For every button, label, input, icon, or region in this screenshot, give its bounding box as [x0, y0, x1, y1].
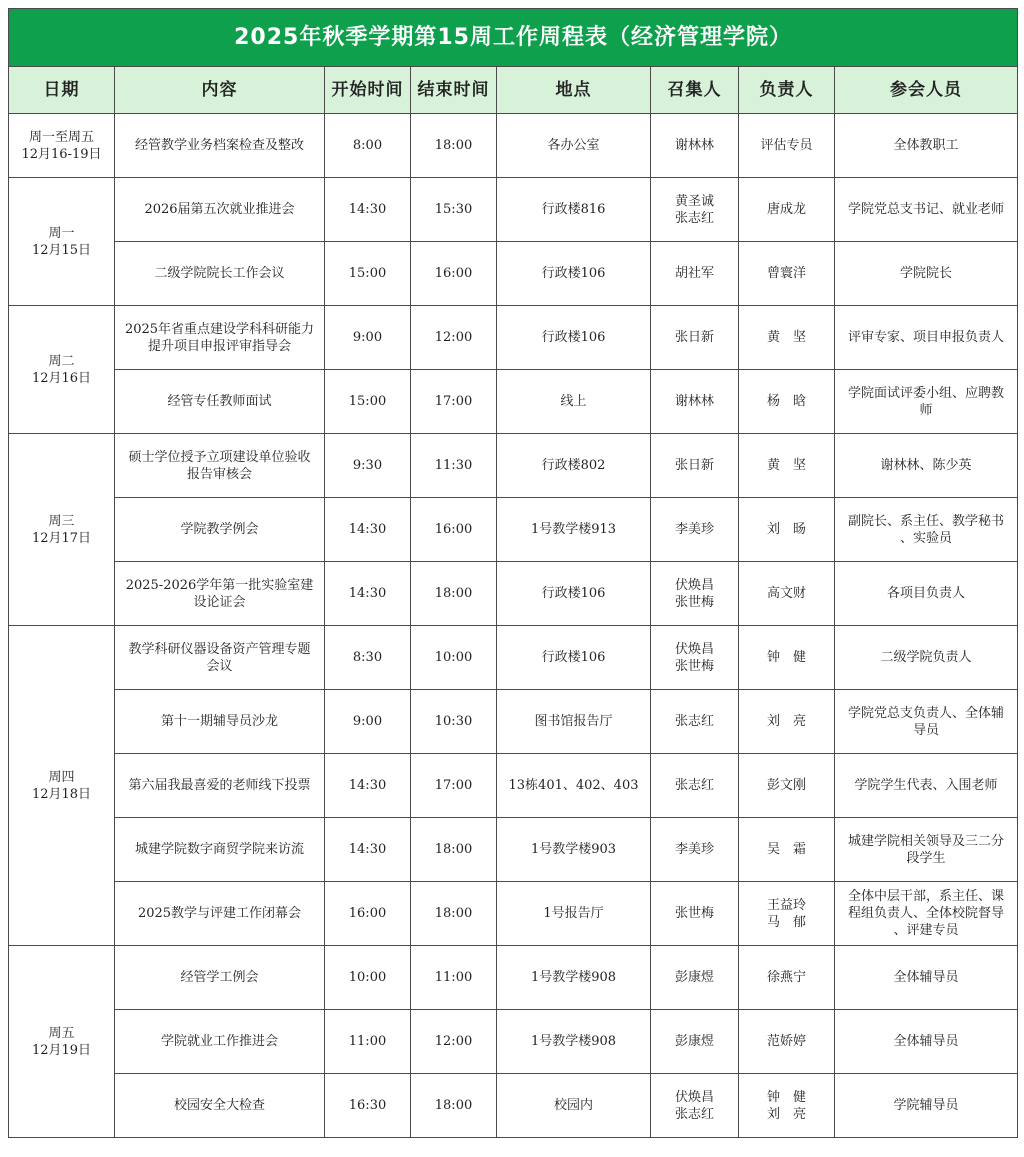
place-cell: 各办公室	[497, 114, 651, 178]
owner-cell: 刘 亮	[739, 690, 835, 754]
start-time-cell: 11:00	[325, 1010, 411, 1074]
end-time-cell: 17:00	[411, 370, 497, 434]
start-time-cell: 9:30	[325, 434, 411, 498]
column-header-end-time: 结束时间	[411, 67, 497, 114]
table-row	[9, 498, 1018, 562]
event-content-cell: 经管学工例会	[115, 946, 325, 1010]
table-row	[9, 754, 1018, 818]
start-time-cell: 14:30	[325, 562, 411, 626]
table-row	[9, 1010, 1018, 1074]
event-content-cell: 第六届我最喜爱的老师线下投票	[115, 754, 325, 818]
end-time-cell: 11:30	[411, 434, 497, 498]
start-time-cell: 16:00	[325, 882, 411, 946]
attendees-cell: 全体教职工	[835, 114, 1018, 178]
convener-cell: 张日新	[651, 306, 739, 370]
convener-cell: 伏焕昌 张志红	[651, 1074, 739, 1138]
date-cell: 周一至周五 12月16-19日	[9, 114, 115, 178]
column-header-content: 内容	[115, 67, 325, 114]
attendees-cell: 学院面试评委小组、应聘教 师	[835, 370, 1018, 434]
table-row	[9, 818, 1018, 882]
table-row	[9, 178, 1018, 242]
date-cell: 周四 12月18日	[9, 626, 115, 946]
owner-cell: 黄 坚	[739, 306, 835, 370]
place-cell: 线上	[497, 370, 651, 434]
start-time-cell: 8:00	[325, 114, 411, 178]
place-cell: 图书馆报告厅	[497, 690, 651, 754]
convener-cell: 谢林林	[651, 114, 739, 178]
convener-cell: 伏焕昌 张世梅	[651, 562, 739, 626]
owner-cell: 曾寰洋	[739, 242, 835, 306]
page-title: 2025年秋季学期第15周工作周程表（经济管理学院）	[9, 9, 1018, 67]
start-time-cell: 14:30	[325, 498, 411, 562]
place-cell: 行政楼802	[497, 434, 651, 498]
owner-cell: 彭文刚	[739, 754, 835, 818]
table-row	[9, 882, 1018, 946]
convener-cell: 张日新	[651, 434, 739, 498]
start-time-cell: 14:30	[325, 818, 411, 882]
date-cell: 周一 12月15日	[9, 178, 115, 306]
owner-cell: 评估专员	[739, 114, 835, 178]
event-content-cell: 经管专任教师面试	[115, 370, 325, 434]
owner-cell: 高文财	[739, 562, 835, 626]
end-time-cell: 18:00	[411, 562, 497, 626]
column-header-place: 地点	[497, 67, 651, 114]
end-time-cell: 10:30	[411, 690, 497, 754]
owner-cell: 钟 健	[739, 626, 835, 690]
convener-cell: 彭康煜	[651, 1010, 739, 1074]
end-time-cell: 16:00	[411, 242, 497, 306]
weekly-schedule-table	[8, 8, 1018, 1138]
convener-cell: 张志红	[651, 690, 739, 754]
start-time-cell: 14:30	[325, 754, 411, 818]
place-cell: 行政楼106	[497, 242, 651, 306]
table-row	[9, 114, 1018, 178]
end-time-cell: 15:30	[411, 178, 497, 242]
place-cell: 1号教学楼913	[497, 498, 651, 562]
end-time-cell: 12:00	[411, 306, 497, 370]
event-content-cell: 2025教学与评建工作闭幕会	[115, 882, 325, 946]
convener-cell: 伏焕昌 张世梅	[651, 626, 739, 690]
end-time-cell: 10:00	[411, 626, 497, 690]
owner-cell: 钟 健 刘 亮	[739, 1074, 835, 1138]
event-content-cell: 硕士学位授予立项建设单位验收 报告审核会	[115, 434, 325, 498]
place-cell: 行政楼106	[497, 626, 651, 690]
convener-cell: 彭康煜	[651, 946, 739, 1010]
attendees-cell: 学院院长	[835, 242, 1018, 306]
convener-cell: 张志红	[651, 754, 739, 818]
attendees-cell: 谢林林、陈少英	[835, 434, 1018, 498]
table-row	[9, 242, 1018, 306]
owner-cell: 徐燕宁	[739, 946, 835, 1010]
attendees-cell: 副院长、系主任、教学秘书 、实验员	[835, 498, 1018, 562]
event-content-cell: 经管教学业务档案检查及整改	[115, 114, 325, 178]
place-cell: 校园内	[497, 1074, 651, 1138]
end-time-cell: 18:00	[411, 114, 497, 178]
start-time-cell: 14:30	[325, 178, 411, 242]
start-time-cell: 10:00	[325, 946, 411, 1010]
start-time-cell: 9:00	[325, 306, 411, 370]
attendees-cell: 学院党总支书记、就业老师	[835, 178, 1018, 242]
title-row	[9, 9, 1018, 67]
date-cell: 周三 12月17日	[9, 434, 115, 626]
event-content-cell: 城建学院数字商贸学院来访流	[115, 818, 325, 882]
event-content-cell: 教学科研仪器设备资产管理专题 会议	[115, 626, 325, 690]
event-content-cell: 学院教学例会	[115, 498, 325, 562]
attendees-cell: 学院党总支负责人、全体辅 导员	[835, 690, 1018, 754]
owner-cell: 吴 霜	[739, 818, 835, 882]
attendees-cell: 城建学院相关领导及三二分 段学生	[835, 818, 1018, 882]
event-content-cell: 二级学院院长工作会议	[115, 242, 325, 306]
schedule-body	[9, 114, 1018, 1138]
convener-cell: 胡社军	[651, 242, 739, 306]
end-time-cell: 11:00	[411, 946, 497, 1010]
event-content-cell: 2026届第五次就业推进会	[115, 178, 325, 242]
attendees-cell: 全体中层干部，系主任、课 程组负责人、全体校院督导 、评建专员	[835, 882, 1018, 946]
end-time-cell: 16:00	[411, 498, 497, 562]
table-row	[9, 946, 1018, 1010]
column-header-owner: 负责人	[739, 67, 835, 114]
owner-cell: 王益玲 马 郁	[739, 882, 835, 946]
attendees-cell: 全体辅导员	[835, 1010, 1018, 1074]
owner-cell: 黄 坚	[739, 434, 835, 498]
start-time-cell: 15:00	[325, 370, 411, 434]
place-cell: 1号报告厅	[497, 882, 651, 946]
event-content-cell: 2025年省重点建设学科科研能力 提升项目申报评审指导会	[115, 306, 325, 370]
event-content-cell: 第十一期辅导员沙龙	[115, 690, 325, 754]
start-time-cell: 15:00	[325, 242, 411, 306]
place-cell: 1号教学楼903	[497, 818, 651, 882]
column-header-convener: 召集人	[651, 67, 739, 114]
date-cell: 周二 12月16日	[9, 306, 115, 434]
end-time-cell: 12:00	[411, 1010, 497, 1074]
place-cell: 行政楼816	[497, 178, 651, 242]
start-time-cell: 9:00	[325, 690, 411, 754]
attendees-cell: 学院学生代表、入围老师	[835, 754, 1018, 818]
end-time-cell: 18:00	[411, 818, 497, 882]
convener-cell: 谢林林	[651, 370, 739, 434]
convener-cell: 李美珍	[651, 818, 739, 882]
owner-cell: 杨 晗	[739, 370, 835, 434]
convener-cell: 黄圣诚 张志红	[651, 178, 739, 242]
attendees-cell: 学院辅导员	[835, 1074, 1018, 1138]
attendees-cell: 全体辅导员	[835, 946, 1018, 1010]
table-row	[9, 434, 1018, 498]
table-row	[9, 1074, 1018, 1138]
table-row	[9, 690, 1018, 754]
attendees-cell: 二级学院负责人	[835, 626, 1018, 690]
start-time-cell: 8:30	[325, 626, 411, 690]
table-row	[9, 370, 1018, 434]
column-header-date: 日期	[9, 67, 115, 114]
end-time-cell: 18:00	[411, 882, 497, 946]
place-cell: 1号教学楼908	[497, 1010, 651, 1074]
table-row	[9, 306, 1018, 370]
place-cell: 行政楼106	[497, 562, 651, 626]
end-time-cell: 18:00	[411, 1074, 497, 1138]
place-cell: 13栋401、402、403	[497, 754, 651, 818]
attendees-cell: 评审专家、项目申报负责人	[835, 306, 1018, 370]
table-row	[9, 626, 1018, 690]
start-time-cell: 16:30	[325, 1074, 411, 1138]
header-row	[9, 67, 1018, 114]
place-cell: 行政楼106	[497, 306, 651, 370]
convener-cell: 李美珍	[651, 498, 739, 562]
table-row	[9, 562, 1018, 626]
event-content-cell: 2025-2026学年第一批实验室建 设论证会	[115, 562, 325, 626]
date-cell: 周五 12月19日	[9, 946, 115, 1138]
place-cell: 1号教学楼908	[497, 946, 651, 1010]
owner-cell: 范娇婷	[739, 1010, 835, 1074]
column-header-start-time: 开始时间	[325, 67, 411, 114]
convener-cell: 张世梅	[651, 882, 739, 946]
event-content-cell: 校园安全大检查	[115, 1074, 325, 1138]
end-time-cell: 17:00	[411, 754, 497, 818]
owner-cell: 唐成龙	[739, 178, 835, 242]
column-header-attendees: 参会人员	[835, 67, 1018, 114]
owner-cell: 刘 旸	[739, 498, 835, 562]
event-content-cell: 学院就业工作推进会	[115, 1010, 325, 1074]
attendees-cell: 各项目负责人	[835, 562, 1018, 626]
